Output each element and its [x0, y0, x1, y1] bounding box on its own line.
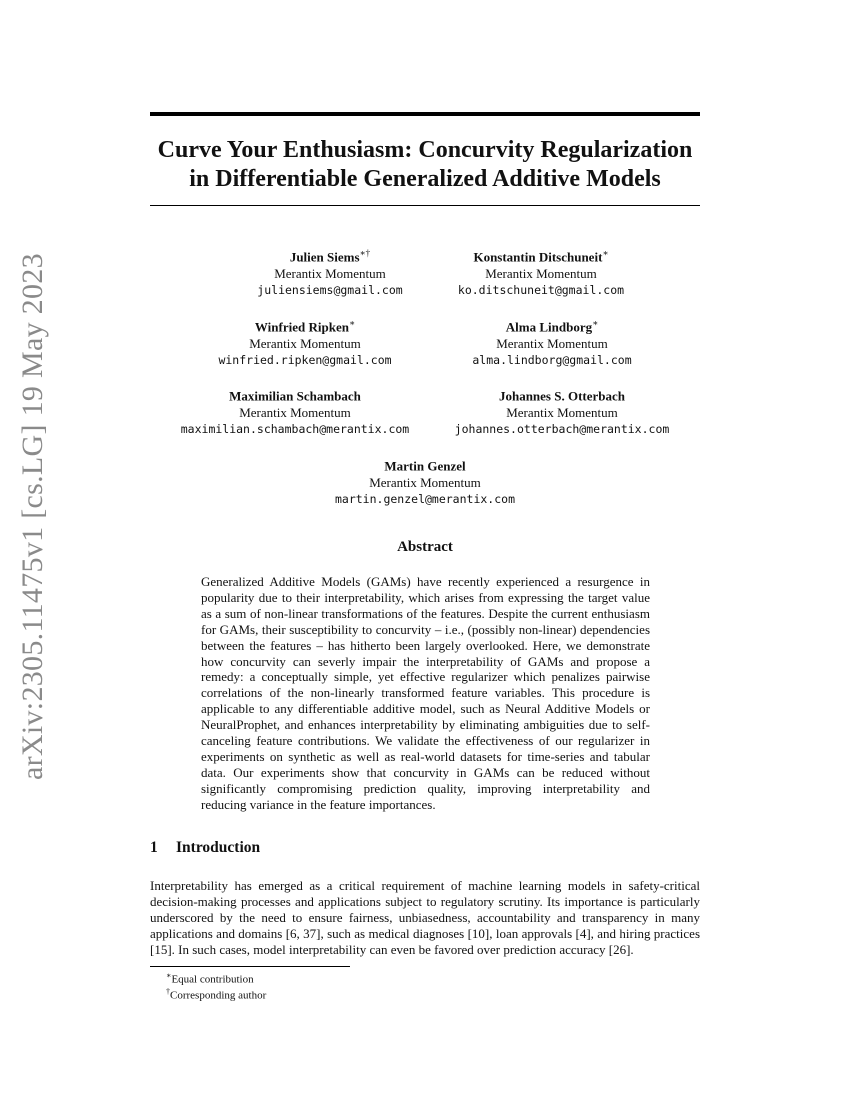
- author-name: Johannes S. Otterbach: [498, 388, 626, 404]
- section-heading: [150, 839, 260, 857]
- author-name: Konstantin Ditschuneit∗: [473, 248, 609, 265]
- author-block: [280, 454, 570, 508]
- footnote: †Corresponding author: [166, 987, 267, 1002]
- section-number: 1: [150, 839, 158, 856]
- author-name: Julien Siems∗†: [289, 248, 371, 265]
- author-affiliation: Merantix Momentum: [274, 266, 386, 282]
- author-email: johannes.otterbach@merantix.com: [454, 422, 670, 437]
- title-rule-top: [150, 112, 700, 116]
- title-rule-bottom: [150, 205, 700, 206]
- author-email: martin.genzel@merantix.com: [334, 492, 515, 507]
- author-email: alma.lindborg@gmail.com: [472, 353, 632, 368]
- author-name: Winfried Ripken∗: [254, 318, 356, 335]
- author-block: [150, 384, 440, 438]
- introduction-text: Interpretability has emerged as a critical requirement of machine learning models in safety-critical decision-making processes and applications subject to regulatory scrutiny. Its importance is particularly underscored by the need to ensure fairness, unbiasedness, accountability and transparency in many applications and domains [6, 37], such as medical diagnoses [10], loan approvals [4], and hiring practices [15]. In such cases, model interpretability can even be favored over prediction accuracy [26].: [150, 878, 700, 957]
- author-affiliation: Merantix Momentum: [239, 405, 351, 421]
- section-title: Introduction: [176, 839, 261, 856]
- abstract-heading: Abstract: [397, 539, 453, 555]
- arxiv-identifier: arXiv:2305.11475v1 [cs.LG] 19 May 2023: [16, 253, 49, 780]
- author-name: Martin Genzel: [384, 458, 466, 474]
- footnote: ∗Equal contribution: [166, 971, 254, 986]
- author-affiliation: Merantix Momentum: [249, 336, 361, 352]
- author-email: maximilian.schambach@merantix.com: [180, 422, 410, 437]
- author-block: [417, 384, 707, 438]
- author-block: [407, 315, 697, 369]
- author-email: juliensiems@gmail.com: [257, 283, 403, 298]
- author-email: ko.ditschuneit@gmail.com: [457, 283, 625, 298]
- author-block: [396, 245, 686, 299]
- author-email: winfried.ripken@gmail.com: [218, 353, 392, 368]
- author-affiliation: Merantix Momentum: [506, 405, 618, 421]
- author-name: Alma Lindborg∗: [505, 318, 599, 335]
- author-affiliation: Merantix Momentum: [369, 475, 481, 491]
- footnote-rule: [150, 966, 350, 967]
- author-name: Maximilian Schambach: [229, 388, 361, 404]
- author-affiliation: Merantix Momentum: [485, 266, 597, 282]
- paper-title: Curve Your Enthusiasm: Concurvity Regularization in Differentiable Generalized Additive Models: [157, 137, 693, 192]
- author-affiliation: Merantix Momentum: [496, 336, 608, 352]
- abstract-text: Generalized Additive Models (GAMs) have recently experienced a resurgence in popularity due to their interpretability, which arises from expressing the target value as a sum of non-linear transformations of the features. Despite the current enthusiasm for GAMs, their susceptibility to concurvity – i.e., (possibly non-linear) dependencies between the features – has hitherto been largely overlooked. Here, we demonstrate how concurvity can severly impair the interpretability of GAMs and propose a remedy: a conceptually simple, yet effective regularizer which penalizes pairwise correlations of the non-linearly transformed feature variables. This procedure is applicable to any differentiable additive model, such as Neural Additive Models or NeuralProphet, and enhances interpretability by eliminating ambiguities due to self-canceling feature contributions. We validate the effectiveness of our regularizer in experiments on synthetic as well as real-world datasets for time-series and tabular data. Our experiments show that concurvity in GAMs can be reduced without significantly compromising prediction quality, improving interpretability and reducing variance in the feature importances.: [201, 574, 650, 812]
